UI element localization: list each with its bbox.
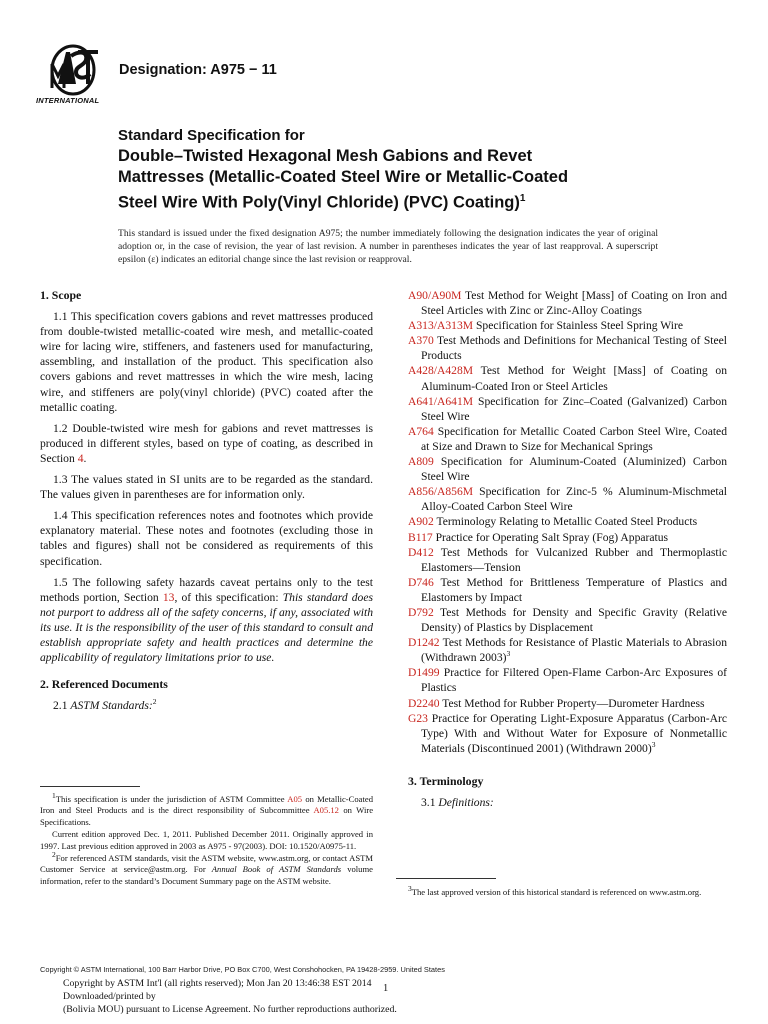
- footnote-2: [40, 850, 373, 887]
- reference-code-link[interactable]: D746: [408, 575, 434, 589]
- reference-title: Specification for Stainless Steel Spring Wire: [473, 319, 683, 333]
- footnote-3-text: The last approved version of this historical standard is referenced on www.astm.org.: [411, 887, 702, 897]
- reference-code-link[interactable]: B117: [408, 530, 433, 544]
- reference-code-link[interactable]: A370: [408, 334, 434, 348]
- scope-paragraph-1-1: 1.1 This specification covers gabions and revet mattresses produced from double-twisted metallic-coated wire mesh, and metallic-coated wire for lacing wire, stiffeners, and fasteners used for manufacturing, assembling, and installation of the product. This specification also covers gabions and revet mattresses in which the wire mesh, lacing wire, and stiffeners are poly(vinyl chloride) (PVC) coated after the metallic coating.: [40, 310, 373, 414]
- terminology-heading: 3. Terminology: [408, 773, 484, 788]
- title-footnote-mark: 1: [519, 193, 526, 204]
- footnote-divider: [40, 786, 140, 787]
- astm-standards-line: [40, 698, 373, 713]
- reference-list: [408, 288, 727, 756]
- reference-code-link[interactable]: A902: [408, 515, 434, 529]
- reference-title: Practice for Operating Salt Spray (Fog) Apparatus: [432, 530, 669, 544]
- reference-title: Test Methods for Density and Specific Gravity (Relative Density) of Plastics by Displacement: [421, 605, 727, 635]
- reference-item: [408, 575, 727, 605]
- scope-paragraph-1-4: 1.4 This specification references notes and footnotes which provide explanatory material. These notes and footnotes (excluding those in tables and figures) shall not be considered as requirements of this specification.: [40, 509, 373, 568]
- footnote-2-text-b: volume information, refer to the standard’s Document Summary page on the ASTM website.: [40, 864, 373, 886]
- reference-code-link[interactable]: A313/A313M: [408, 319, 474, 333]
- title-line-3: Mattresses (Metallic-Coated Steel Wire or Metallic-Coated: [118, 168, 569, 186]
- download-line-2: Downloaded/printed by: [63, 991, 156, 1002]
- footnotes: [40, 791, 374, 888]
- reference-footnote-mark: 3: [506, 649, 511, 659]
- reference-item: [408, 696, 727, 711]
- footnote-2-italic: Annual Book of ASTM Standards: [211, 864, 342, 875]
- reference-code-link[interactable]: A856/A856M: [408, 485, 474, 499]
- footnote-1: [40, 791, 374, 828]
- document-title: [118, 126, 678, 214]
- download-notice: [63, 977, 397, 1016]
- reference-code-link[interactable]: A809: [408, 455, 434, 469]
- designation: Designation: A975 − 11: [119, 62, 277, 78]
- reference-code-link[interactable]: A764: [408, 424, 434, 438]
- reference-code-link[interactable]: A428/A428M: [408, 364, 474, 378]
- definitions-label: Definitions:: [438, 796, 494, 809]
- preamble: This standard is issued under the fixed designation A975; the number immediately following the designation indicates the year of original adoption or, in the case of revision, the year of last revision. A number in parentheses indicates the year of last reapproval. A superscript epsilon (ε) indicates an editorial change since the last revision or reapproval.: [118, 228, 658, 265]
- footnote-3-mark: 3: [408, 884, 412, 894]
- title-line-2: Double–Twisted Hexagonal Mesh Gabions and Revet: [118, 147, 533, 165]
- reference-code-link[interactable]: D1499: [408, 666, 440, 680]
- scope-p5-mid: , of this specification:: [174, 590, 283, 604]
- reference-title: Specification for Metallic Coated Carbon Steel Wire, Coated at Size and Drawn to Size for Mechanical Springs: [421, 424, 727, 453]
- astm-standards-prefix: 2.1: [53, 699, 71, 713]
- section-13-link[interactable]: 13: [162, 590, 175, 604]
- title-line-1: Standard Specification for: [118, 127, 305, 144]
- left-column: [40, 288, 373, 719]
- reference-code-link[interactable]: D1242: [408, 636, 440, 650]
- right-column: [408, 288, 727, 816]
- scope-p2-text: 1.2 Double-twisted wire mesh for gabions and revet mattresses is produced in different styles, based on type of coating, as described in Section: [40, 421, 373, 465]
- reference-title: Specification for Zinc–Coated (Galvanized) Carbon Steel Wire: [421, 394, 727, 423]
- scope-p2-end: .: [83, 451, 87, 465]
- reference-title: Test Methods for Resistance of Plastic Materials to Abrasion (Withdrawn 2003): [421, 636, 727, 665]
- astm-logo: [36, 44, 112, 106]
- reference-item: [408, 424, 727, 454]
- astm-standards-label: ASTM Standards:: [70, 699, 153, 713]
- reference-title: Specification for Aluminum-Coated (Aluminized) Carbon Steel Wire: [421, 455, 727, 484]
- reference-title: Practice for Operating Light-Exposure Apparatus (Carbon-Arc Type) With and Without Water for Exposure of Nonmetallic Materials (Discontinued 2001) (Withdrawn 2000): [421, 711, 727, 755]
- reference-item: [408, 530, 727, 545]
- reference-footnote-mark: 3: [651, 739, 656, 749]
- footnote-3: [396, 884, 727, 898]
- scope-paragraph-1-2: [40, 421, 373, 466]
- footnote-2-text-a: For referenced ASTM standards, visit the ASTM website, www.astm.org, or contact ASTM Customer Service at service@astm.org. For: [40, 853, 373, 875]
- reference-item: [408, 363, 727, 393]
- footnote-divider-right: [396, 878, 496, 879]
- scope-paragraph-1-5: [40, 575, 373, 666]
- footnote-1-edition: Current edition approved Dec. 1, 2011. Published December 2011. Originally approved in 1997. Last previous edition approved in 2003 as A975 - 97(2003). DOI: 10.1520/A0975-11.: [40, 829, 373, 851]
- reference-item: [408, 484, 727, 514]
- committee-a05-link[interactable]: A05: [287, 794, 303, 804]
- reference-title: Test Method for Rubber Property—Durometer Hardness: [439, 696, 705, 710]
- reference-item: [408, 711, 727, 756]
- reference-item: [408, 514, 727, 529]
- footnote-1-mark: 1: [52, 791, 56, 801]
- section-4-link[interactable]: 4: [77, 451, 84, 465]
- reference-code-link[interactable]: D2240: [408, 696, 440, 710]
- title-line-4-text: Steel Wire With Poly(Vinyl Chloride) (PVC) Coating): [118, 193, 520, 212]
- reference-code-link[interactable]: D792: [408, 605, 434, 619]
- reference-item: [408, 545, 727, 575]
- footnote-2-mark: 2: [52, 850, 56, 860]
- footnote-1-text-b: on Metallic-Coated Iron and Steel Products and is the direct responsibility of Subcommittee: [40, 794, 373, 816]
- reference-title: Practice for Filtered Open-Flame Carbon-Arc Exposures of Plastics: [421, 666, 727, 695]
- footnote-1-text-c: on Wire Specifications.: [40, 805, 374, 827]
- logo-text: INTERNATIONAL: [36, 96, 100, 105]
- reference-title: Test Method for Weight [Mass] of Coating on Iron and Steel Articles with Zinc or Zinc-Alloy Coatings: [421, 289, 727, 318]
- scope-p5-text: 1.5 The following safety hazards caveat pertains only to the test methods portion, Section: [40, 575, 373, 604]
- reference-code-link[interactable]: A90/A90M: [408, 289, 462, 302]
- reference-item: [408, 318, 727, 333]
- footnote-mark-2: 2: [152, 697, 157, 707]
- subcommittee-a05-12-link[interactable]: A05.12: [313, 805, 339, 816]
- reference-title: Test Method for Weight [Mass] of Coating on Aluminum-Coated Iron or Steel Articles: [421, 364, 727, 393]
- referenced-documents-heading: 2. Referenced Documents: [40, 677, 168, 692]
- reference-title: Test Methods for Vulcanized Rubber and Thermoplastic Elastomers—Tension: [421, 545, 727, 574]
- reference-title: Terminology Relating to Metallic Coated Steel Products: [433, 515, 698, 529]
- reference-item: [408, 605, 727, 635]
- reference-code-link[interactable]: D412: [408, 545, 434, 559]
- reference-item: [408, 288, 727, 318]
- reference-code-link[interactable]: G23: [408, 711, 428, 725]
- reference-item: [408, 454, 727, 484]
- reference-code-link[interactable]: A641/A641M: [408, 394, 474, 408]
- reference-item: [408, 394, 727, 424]
- page-number: 1: [383, 983, 389, 994]
- definitions-prefix: 3.1: [421, 796, 439, 809]
- reference-item: [408, 665, 727, 695]
- scope-paragraph-1-3: 1.3 The values stated in SI units are to be regarded as the standard. The values given in parentheses are for information only.: [40, 473, 373, 502]
- reference-title: Test Methods and Definitions for Mechanical Testing of Steel Products: [421, 334, 727, 363]
- safety-caveat: This standard does not purport to address all of the safety concerns, if any, associated with its use. It is the responsibility of the user of this standard to consult and establish appropriate safety and health practices and determine the applicability of regulatory limitations prior to use.: [40, 590, 374, 665]
- reference-item: [408, 635, 727, 665]
- footnote-1-text-a: This specification is under the jurisdiction of ASTM Committee: [55, 794, 288, 804]
- copyright-notice: Copyright © ASTM International, 100 Barr Harbor Drive, PO Box C700, West Conshohocken, PA 19428-2959. United States: [40, 965, 445, 974]
- download-line-1: Copyright by ASTM Int'l (all rights reserved); Mon Jan 20 13:46:38 EST 2014: [63, 978, 372, 989]
- reference-item: [408, 333, 727, 363]
- reference-title: Specification for Zinc-5 % Aluminum-Mischmetal Alloy-Coated Carbon Steel Wire: [421, 485, 727, 514]
- definitions-line: [408, 795, 727, 810]
- scope-heading: 1. Scope: [40, 288, 82, 302]
- reference-title: Test Method for Brittleness Temperature of Plastics and Elastomers by Impact: [421, 575, 727, 604]
- title-line-4: [118, 188, 678, 214]
- download-line-3: (Bolivia MOU) pursuant to License Agreement. No further reproductions authorized.: [63, 1004, 397, 1015]
